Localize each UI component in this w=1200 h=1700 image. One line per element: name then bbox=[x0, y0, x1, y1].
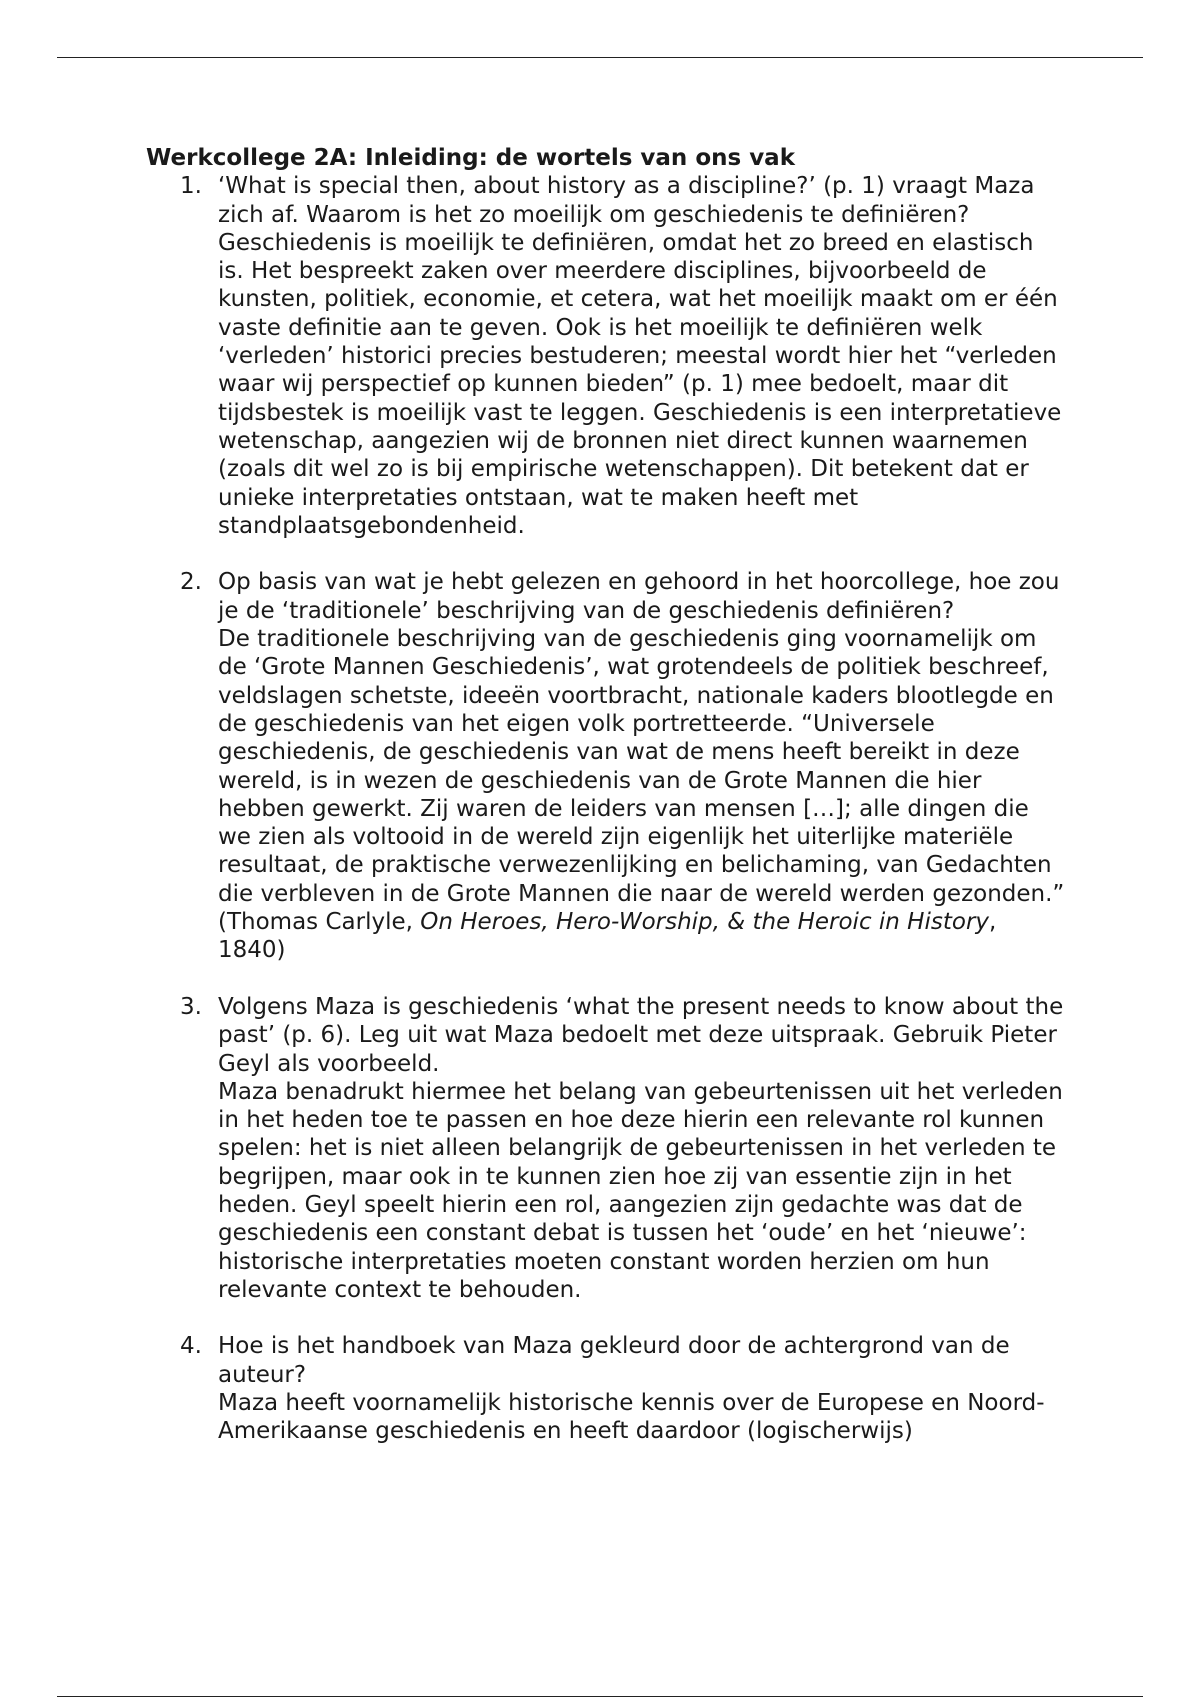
question-number: 1. bbox=[180, 173, 202, 200]
question-item-1 bbox=[146, 172, 1066, 540]
header-rule bbox=[57, 57, 1143, 58]
question-text: Op basis van wat je hebt gelezen en gehoord in het hoorcollege, hoe zou je de ‘traditionele’ beschrijving van de geschiedenis definiëren? bbox=[218, 569, 1060, 624]
question-item-3 bbox=[146, 993, 1066, 1304]
question-item-2 bbox=[146, 568, 1066, 964]
footer-rule bbox=[57, 1696, 1143, 1697]
answer-text: Geschiedenis is moeilijk te definiëren, omdat het zo breed en elastisch is. Het bespreekt zaken over meerdere disciplines, bijvoorbeeld de kunsten, politiek, economie, et cetera, wat het moeilijk maakt om er één vaste definitie aan te geven. Ook is het moeilijk te definiëren welk ‘verleden’ historici precies bestuderen; meestal wordt hier het “verleden waar wij perspectief op kunnen bieden” (p. 1) mee bedoelt, maar dit tijdsbestek is moeilijk vast te leggen. Geschiedenis is een interpretatieve wetenschap, aangezien wij de bronnen niet direct kunnen waarnemen (zoals dit wel zo is bij empirische wetenschappen). Dit betekent dat er unieke interpretaties ontstaan, wat te maken heeft met standplaatsgebondenheid. bbox=[218, 229, 1062, 539]
answer-text: Maza heeft voornamelijk historische kennis over de Europese en Noord-Amerikaanse geschiedenis en heeft daardoor (logischerwijs) bbox=[218, 1390, 1045, 1445]
question-number: 4. bbox=[180, 1333, 202, 1360]
question-number: 3. bbox=[180, 993, 202, 1020]
question-item-4 bbox=[146, 1332, 1066, 1445]
answer-text-end: , 1840) bbox=[218, 909, 997, 964]
question-text: Volgens Maza is geschiedenis ‘what the present needs to know about the past’ (p. 6). Leg uit wat Maza bedoelt met deze uitspraak. Gebruik Pieter Geyl als voorbeeld. bbox=[218, 993, 1064, 1077]
question-number: 2. bbox=[180, 569, 202, 596]
document-body bbox=[146, 144, 1066, 1474]
question-text: ‘What is special then, about history as a discipline?’ (p. 1) vraagt Maza zich af. Waarom is het zo moeilijk om geschiedenis te definiëren? bbox=[218, 173, 1035, 228]
question-list bbox=[146, 172, 1066, 1445]
question-text: Hoe is het handboek van Maza gekleurd door de achtergrond van de auteur? bbox=[218, 1333, 1010, 1388]
answer-text-main: De traditionele beschrijving van de geschiedenis ging voornamelijk om de ‘Grote Mannen Geschiedenis’, wat grotendeels de politiek beschreef, veldslagen schetste, ideeën voortbracht, nationale kaders blootlegde en de geschiedenis van het eigen volk portretteerde. “Universele geschiedenis, de geschiedenis van wat de mens heeft bereikt in deze wereld, is in wezen de geschiedenis van de Grote Mannen die hier hebben gewerkt. Zij waren de leiders van mensen […]; alle dingen die we zien als voltooid in de wereld zijn eigenlijk het uiterlijke materiële resultaat, de praktische verwezenlijking en belichaming, van Gedachten die verbleven in de Grote Mannen die naar de wereld werden gezonden.” (Thomas Carlyle, bbox=[218, 626, 1065, 936]
book-title: On Heroes, Hero-Worship, & the Heroic in History bbox=[420, 909, 990, 936]
page-title: Werkcollege 2A: Inleiding: de wortels van ons vak bbox=[146, 145, 795, 171]
answer-text: Maza benadrukt hiermee het belang van gebeurtenissen uit het verleden in het heden toe te passen en hoe deze hierin een relevante rol kunnen spelen: het is niet alleen belangrijk de gebeurtenissen in het verleden te begrijpen, maar ook in te kunnen zien hoe zij van essentie zijn in het heden. Geyl speelt hierin een rol, aangezien zijn gedachte was dat de geschiedenis een constant debat is tussen het ‘oude’ en het ‘nieuwe’: historische interpretaties moeten constant worden herzien om hun relevante context te behouden. bbox=[218, 1078, 1063, 1303]
answer-text bbox=[218, 625, 1066, 965]
